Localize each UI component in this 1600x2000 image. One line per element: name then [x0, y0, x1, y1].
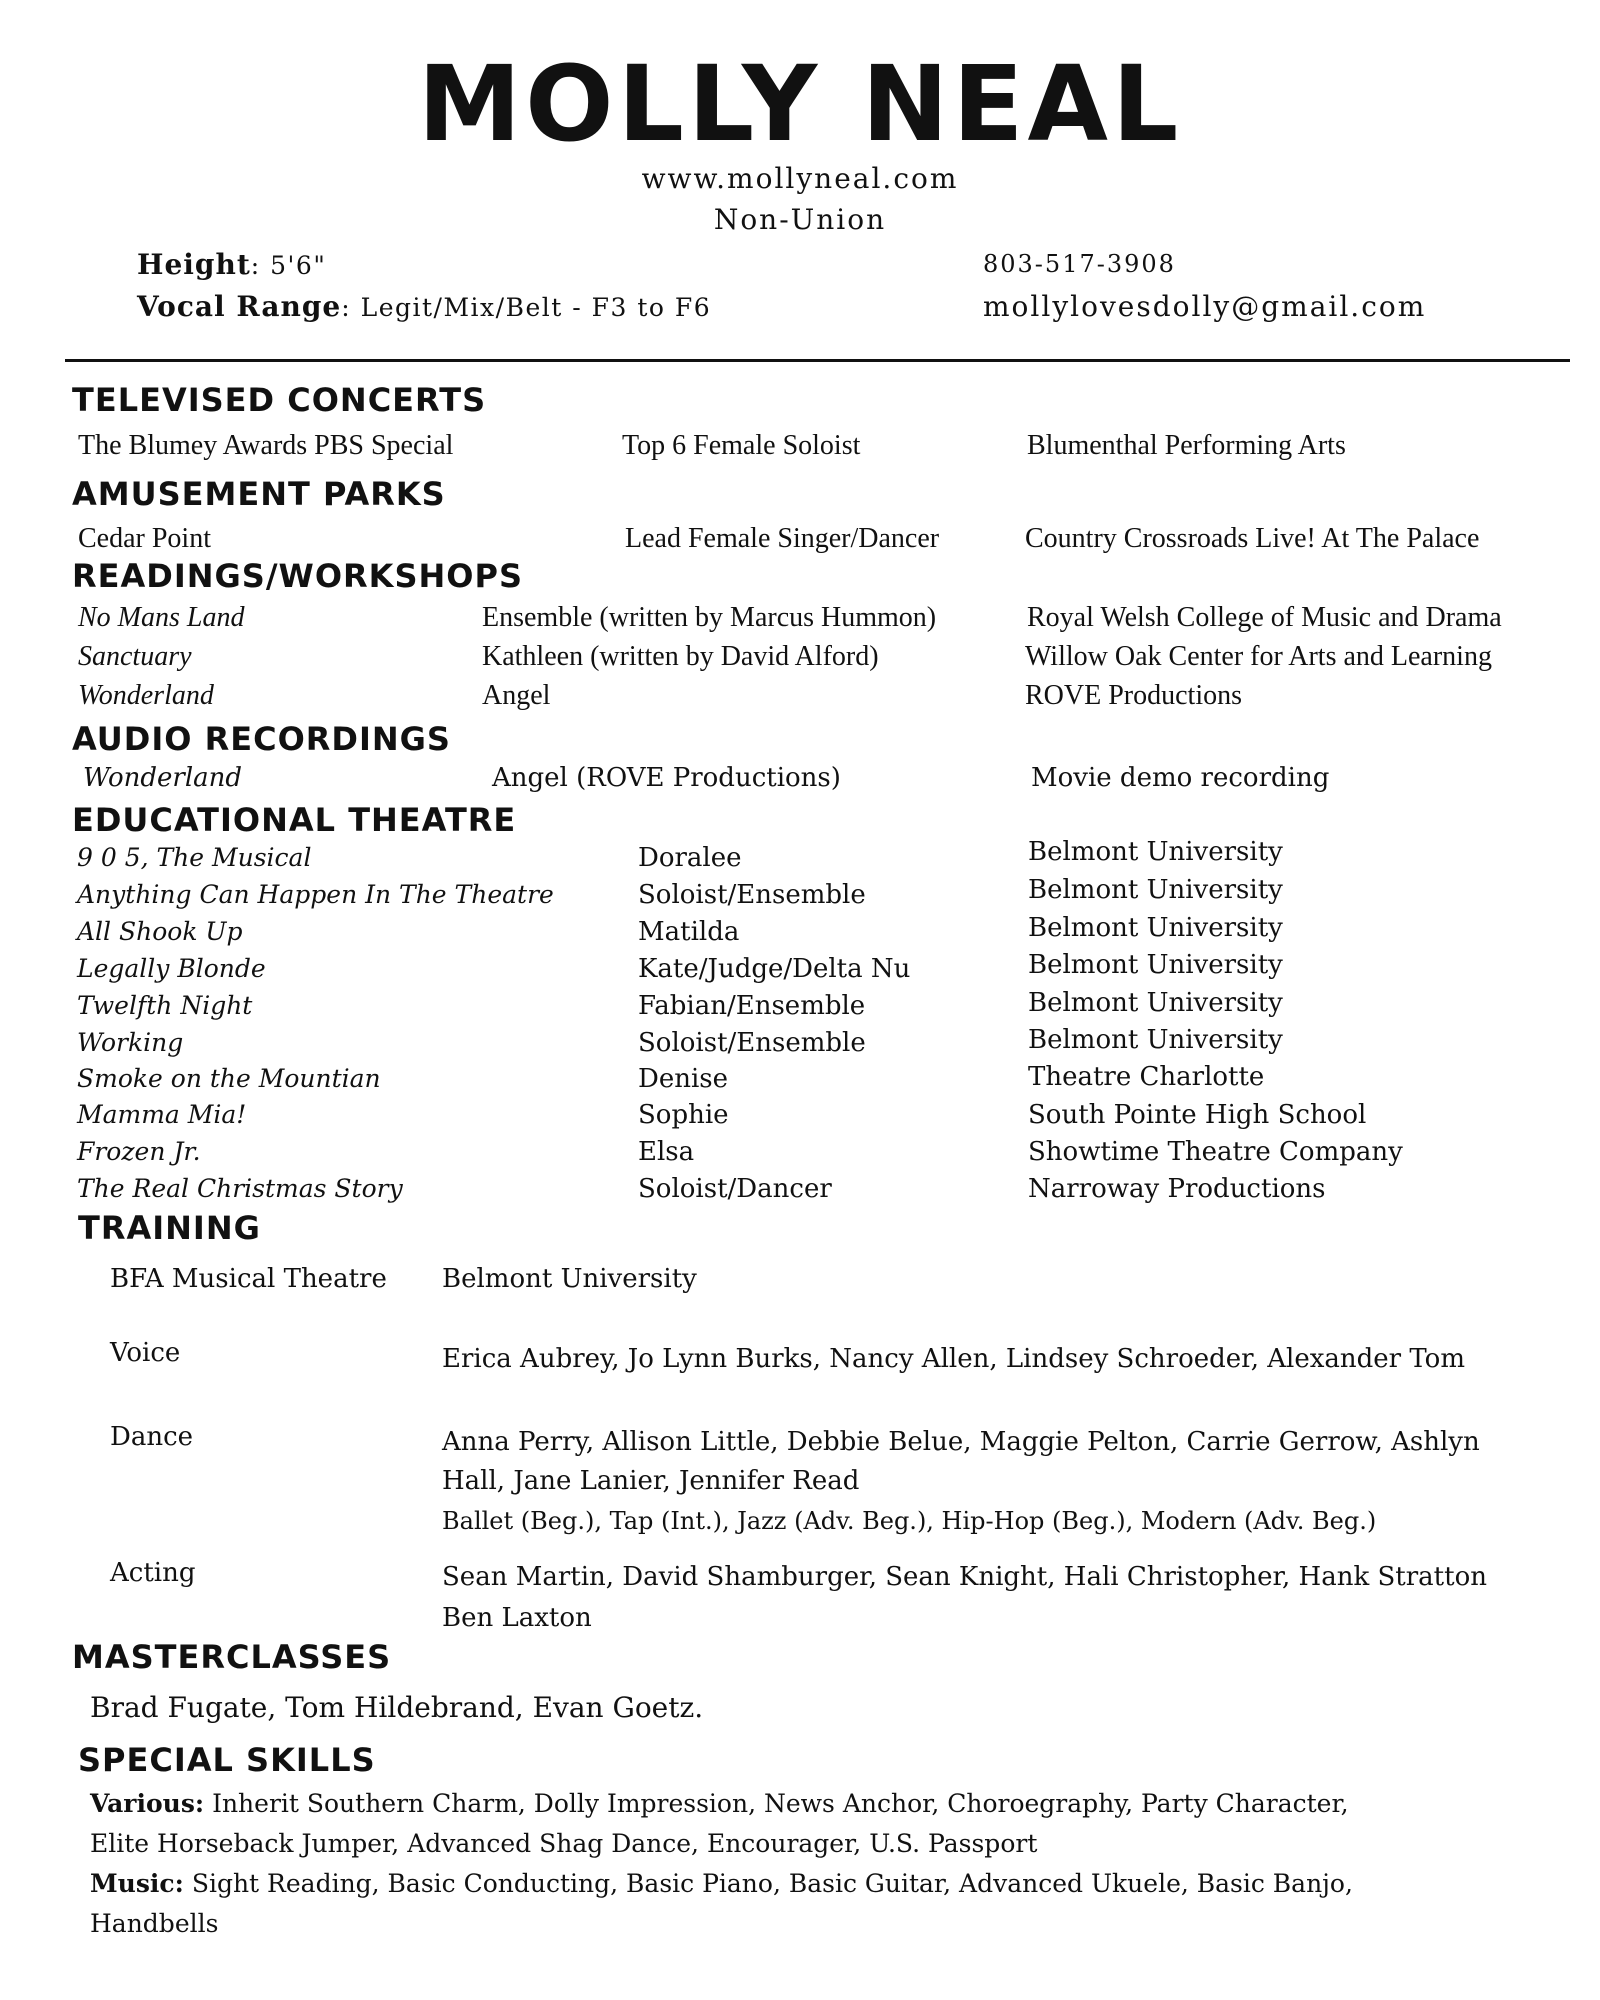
skills-various-text: Inherit Southern Charm, Dolly Impression, News Anchor, Choroegraphy, Party Character, — [204, 1789, 1349, 1818]
edu-role: Denise — [638, 1064, 729, 1094]
masterclasses-heading: MASTERCLASSES — [72, 1638, 392, 1676]
park-venue: Country Crossroads Live! At The Palace — [1025, 523, 1480, 554]
edu-role: Fabian/Ensemble — [638, 991, 866, 1021]
edu-show: The Real Christmas Story — [77, 1174, 403, 1203]
union-status: Non-Union — [713, 203, 887, 236]
edu-venue: Belmont University — [1028, 875, 1283, 905]
training-dance-teachers-cont: Hall, Jane Lanier, Jennifer Read — [442, 1466, 860, 1496]
edu-venue: Belmont University — [1028, 950, 1283, 980]
reading-venue: ROVE Productions — [1025, 680, 1242, 711]
edu-venue: South Pointe High School — [1028, 1100, 1367, 1130]
phone-number[interactable]: 803-517-3908 — [983, 250, 1176, 278]
training-dance-teachers: Anna Perry, Allison Little, Debbie Belue, Maggie Pelton, Carrie Gerrow, Ashlyn — [442, 1427, 1480, 1457]
edu-role: Sophie — [638, 1100, 729, 1130]
park-role: Lead Female Singer/Dancer — [625, 523, 940, 554]
edu-show: Anything Can Happen In The Theatre — [77, 880, 554, 909]
masterclasses-list: Brad Fugate, Tom Hildebrand, Evan Goetz. — [90, 1691, 704, 1724]
height-value: : 5'6" — [250, 251, 327, 280]
edu-venue: Narroway Productions — [1028, 1174, 1326, 1204]
height-line — [137, 248, 326, 281]
reading-title: Sanctuary — [78, 641, 192, 672]
edu-venue: Theatre Charlotte — [1028, 1062, 1265, 1092]
reading-title: No Mans Land — [78, 602, 245, 633]
training-dance-label: Dance — [110, 1422, 194, 1452]
televised-show: The Blumey Awards PBS Special — [78, 430, 454, 461]
training-dance-styles: Ballet (Beg.), Tap (Int.), Jazz (Adv. Beg.), Hip-Hop (Beg.), Modern (Adv. Beg.) — [442, 1507, 1377, 1535]
training-heading: TRAINING — [78, 1209, 261, 1247]
email-address[interactable]: mollylovesdolly@gmail.com — [983, 290, 1427, 323]
televised-venue: Blumenthal Performing Arts — [1027, 430, 1346, 461]
training-acting-teachers-cont: Ben Laxton — [442, 1603, 592, 1633]
training-acting-label: Acting — [110, 1558, 196, 1588]
amusement-parks-heading: AMUSEMENT PARKS — [72, 475, 446, 513]
special-skills-heading: SPECIAL SKILLS — [78, 1741, 376, 1779]
training-voice-value: Erica Aubrey, Jo Lynn Burks, Nancy Allen, Lindsey Schroeder, Alexander Tom — [442, 1344, 1465, 1374]
televised-role: Top 6 Female Soloist — [622, 430, 861, 461]
audio-note: Movie demo recording — [1031, 763, 1330, 793]
header-divider — [65, 359, 1570, 362]
skills-music-line — [90, 1871, 1353, 1896]
edu-show: Smoke on the Mountian — [77, 1064, 381, 1093]
website-link[interactable]: www.mollyneal.com — [641, 162, 959, 195]
edu-role: Soloist/Dancer — [638, 1174, 832, 1204]
audio-role: Angel (ROVE Productions) — [492, 763, 841, 793]
edu-venue: Belmont University — [1028, 1025, 1283, 1055]
skills-various-cont: Elite Horseback Jumper, Advanced Shag Dance, Encourager, U.S. Passport — [90, 1829, 1038, 1858]
reading-venue: Willow Oak Center for Arts and Learning — [1025, 641, 1492, 672]
reading-title: Wonderland — [78, 680, 214, 711]
edu-show: 9 0 5, The Musical — [77, 843, 312, 872]
edu-venue: Belmont University — [1028, 837, 1283, 867]
training-bfa-label: BFA Musical Theatre — [110, 1264, 387, 1294]
edu-show: Mamma Mia! — [77, 1100, 247, 1129]
edu-role: Matilda — [638, 917, 740, 947]
training-bfa-value: Belmont University — [442, 1264, 697, 1294]
educational-theatre-heading: EDUCATIONAL THEATRE — [72, 801, 517, 839]
edu-venue: Belmont University — [1028, 988, 1283, 1018]
training-acting-teachers: Sean Martin, David Shamburger, Sean Knight, Hali Christopher, Hank Stratton — [442, 1562, 1487, 1592]
edu-role: Doralee — [638, 843, 742, 873]
readings-workshops-heading: READINGS/WORKSHOPS — [72, 557, 523, 595]
edu-show: Frozen Jr. — [77, 1137, 201, 1166]
vocal-range-line — [137, 290, 711, 323]
skills-various-label: Various: — [90, 1789, 205, 1818]
vocal-range-value: : Legit/Mix/Belt - F3 to F6 — [341, 293, 712, 322]
audio-title: Wonderland — [83, 763, 243, 793]
televised-concerts-heading: TELEVISED CONCERTS — [72, 381, 487, 419]
edu-role: Soloist/Ensemble — [638, 880, 866, 910]
reading-role: Kathleen (written by David Alford) — [482, 641, 879, 672]
skills-music-text: Sight Reading, Basic Conducting, Basic Piano, Basic Guitar, Advanced Ukuele, Basic Banjo, — [183, 1869, 1353, 1898]
edu-show: Twelfth Night — [77, 991, 253, 1020]
audio-recordings-heading: AUDIO RECORDINGS — [72, 720, 451, 758]
skills-music-cont: Handbells — [90, 1909, 219, 1938]
edu-venue: Belmont University — [1028, 913, 1283, 943]
vocal-range-label: Vocal Range — [137, 290, 342, 323]
training-voice-label: Voice — [110, 1338, 181, 1368]
edu-show: All Shook Up — [77, 917, 243, 946]
edu-show: Working — [77, 1028, 184, 1057]
skills-various-line — [90, 1791, 1349, 1816]
edu-role: Kate/Judge/Delta Nu — [638, 954, 911, 984]
resume-name: MOLLY NEAL — [417, 43, 1183, 165]
height-label: Height — [137, 248, 251, 281]
edu-venue: Showtime Theatre Company — [1028, 1137, 1403, 1167]
park-name: Cedar Point — [78, 523, 211, 554]
edu-role: Elsa — [638, 1137, 695, 1167]
edu-show: Legally Blonde — [77, 954, 266, 983]
skills-music-label: Music: — [90, 1869, 184, 1898]
reading-role: Ensemble (written by Marcus Hummon) — [482, 602, 937, 633]
edu-role: Soloist/Ensemble — [638, 1028, 866, 1058]
reading-role: Angel — [482, 680, 551, 711]
reading-venue: Royal Welsh College of Music and Drama — [1027, 602, 1502, 633]
